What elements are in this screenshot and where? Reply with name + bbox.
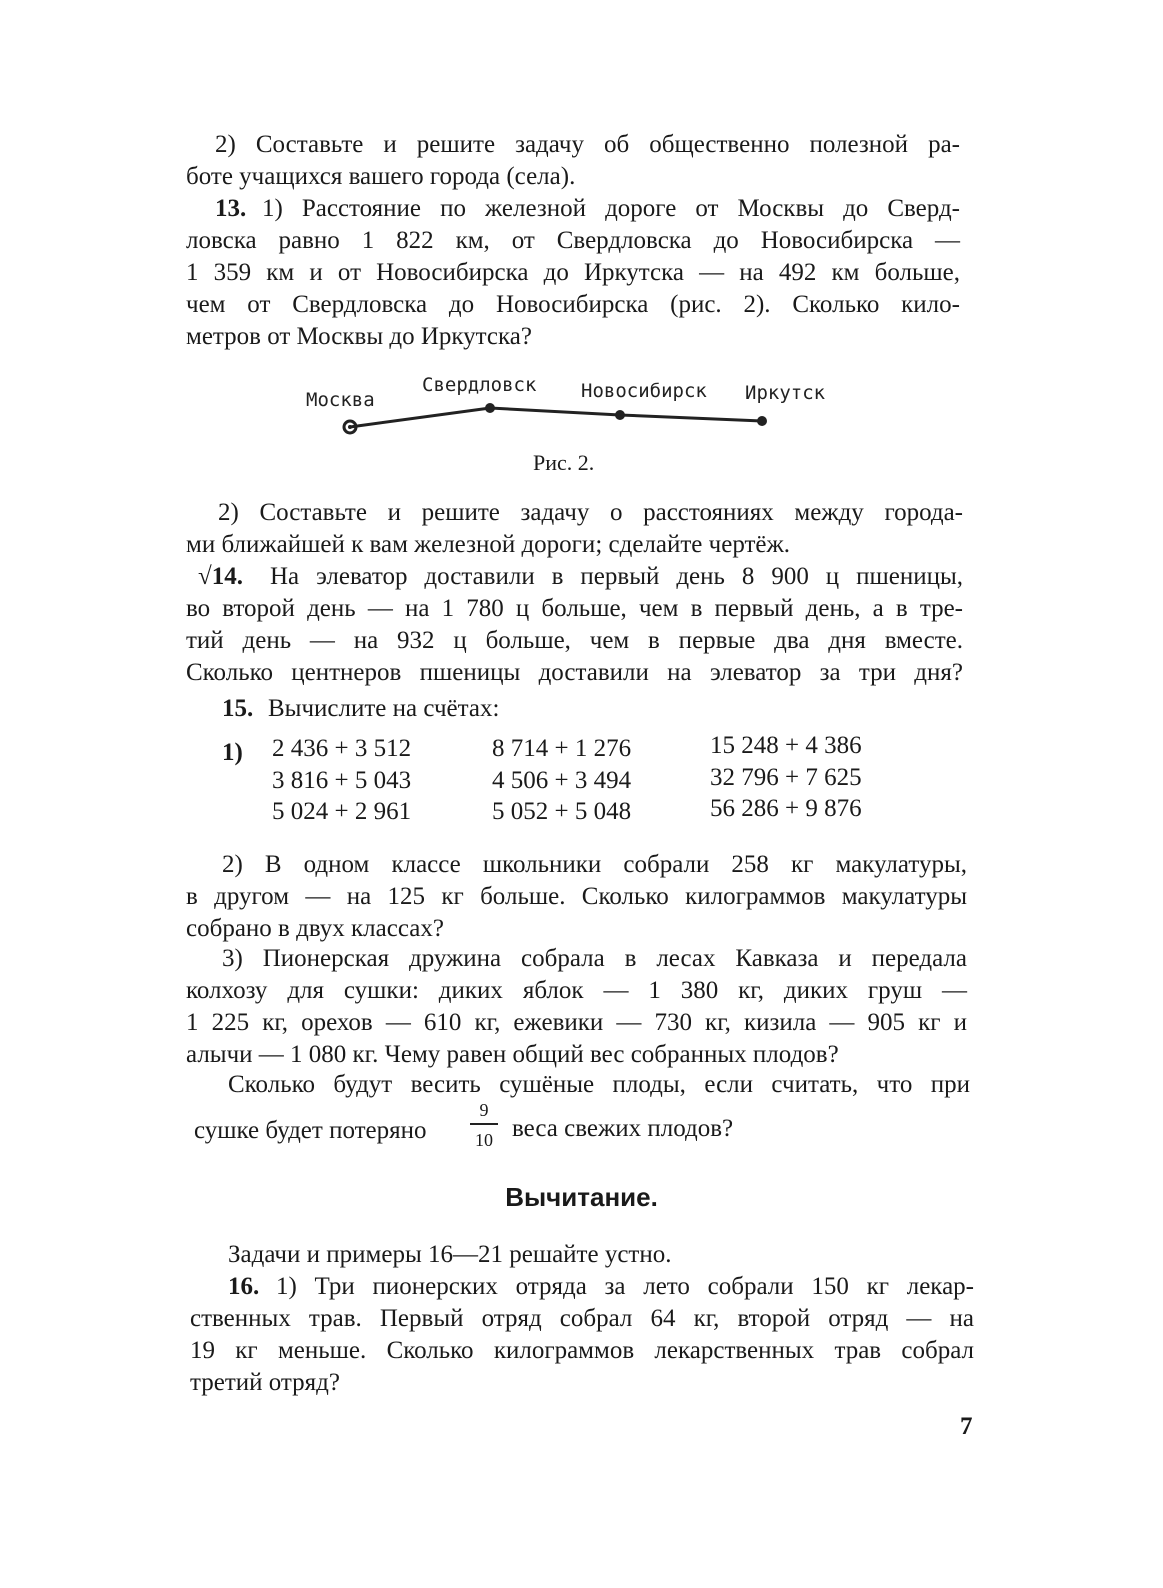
calc-item: 3 816 + 5 043: [272, 767, 412, 794]
fraction-numerator: 9: [479, 1100, 489, 1120]
text-line: Задачи и примеры 16—21 решайте устно.: [228, 1241, 672, 1268]
text-line: во второй день — на 1 780 ц больше, чем в первый день, а в тре-: [186, 595, 963, 622]
railway-diagram: [300, 365, 860, 445]
calc-item: 5 024 + 2 961: [272, 798, 412, 825]
text-line: алычи — 1 080 кг. Чему равен общий вес собранных плодов?: [186, 1041, 839, 1068]
calc-item: 32 796 + 7 625: [710, 764, 862, 791]
text-line: Сколько будут весить сушёные плоды, если считать, что при: [228, 1071, 970, 1098]
text-line: третий отряд?: [190, 1369, 340, 1396]
text-line: ловска равно 1 822 км, от Свердловска до Новосибирска —: [186, 227, 960, 254]
calc-item: 4 506 + 3 494: [492, 767, 632, 794]
text-line: Вычислите на счётах:: [268, 695, 500, 722]
text-line: веса свежих плодов?: [512, 1115, 734, 1142]
text-line: ми ближайшей к вам железной дороги; сделайте чертёж.: [186, 531, 791, 558]
text-line: 2) Составьте и решите задачу о расстояниях между города-: [218, 499, 963, 526]
text-line: метров от Москвы до Иркутска?: [186, 323, 532, 350]
text-line: сушке будет потеряно: [194, 1117, 427, 1144]
text-line: ственных трав. Первый отряд собрал 64 кг, второй отряд — на: [190, 1305, 974, 1332]
calc-item: 56 286 + 9 876: [710, 795, 862, 822]
text-line: 1 359 км и от Новосибирска до Иркутска — на 492 км больше,: [186, 259, 960, 286]
calc-item: 8 714 + 1 276: [492, 735, 632, 762]
fraction-bar: [470, 1123, 498, 1125]
text-line: 2) В одном классе школьники собрали 258 кг макулатуры,: [222, 851, 967, 878]
city-label-sverdlovsk: Свердловск: [422, 374, 537, 396]
text-line: 1) Расстояние по железной дороге от Москвы до Сверд-: [262, 195, 960, 222]
problem-number: 16.: [228, 1273, 260, 1300]
text-line: боте учащихся вашего города (села).: [186, 163, 576, 190]
text-line: 19 кг меньше. Сколько килограммов лекарственных трав собрал: [190, 1337, 974, 1364]
page-number: 7: [960, 1413, 973, 1440]
text-line: в другом — на 125 кг больше. Сколько килограммов макулатуры: [186, 883, 967, 910]
calc-item: 15 248 + 4 386: [710, 732, 862, 759]
problem-number: 15.: [222, 695, 254, 722]
section-title: Вычитание.: [505, 1182, 658, 1212]
city-label-novosibirsk: Новосибирск: [581, 380, 707, 402]
station-dot: [615, 410, 625, 420]
calc-item: 5 052 + 5 048: [492, 798, 632, 825]
figure-caption: Рис. 2.: [533, 450, 595, 475]
problem-number: √14.: [198, 563, 243, 590]
text-line: 2) Составьте и решите задачу об общественно полезной ра-: [215, 131, 960, 158]
station-dot: [757, 416, 767, 426]
calc-item: 2 436 + 3 512: [272, 735, 412, 762]
text-line: На элеватор доставили в первый день 8 900 ц пшеницы,: [270, 563, 963, 590]
fraction-denominator: 10: [475, 1130, 493, 1150]
text-line: тий день — на 932 ц больше, чем в первые два дня вместе.: [186, 627, 963, 654]
calc-label: 1): [222, 739, 243, 766]
text-line: 1 225 кг, орехов — 610 кг, ежевики — 730 кг, кизила — 905 кг и: [186, 1009, 967, 1036]
text-line: собрано в двух классах?: [186, 915, 444, 942]
city-label-moscow: Москва: [306, 389, 375, 411]
text-line: Сколько центнеров пшеницы доставили на элеватор за три дня?: [186, 659, 963, 686]
text-line: колхозу для сушки: диких яблок — 1 380 кг, диких груш —: [186, 977, 967, 1004]
text-line: 1) Три пионерских отряда за лето собрали 150 кг лекар-: [276, 1273, 974, 1300]
city-label-irkutsk: Иркутск: [745, 382, 826, 404]
text-line: 3) Пионерская дружина собрала в лесах Кавказа и передала: [222, 945, 967, 972]
station-dot: [485, 403, 495, 413]
problem-number: 13.: [215, 195, 247, 222]
text-line: чем от Свердловска до Новосибирска (рис. 2). Сколько кило-: [186, 291, 960, 318]
